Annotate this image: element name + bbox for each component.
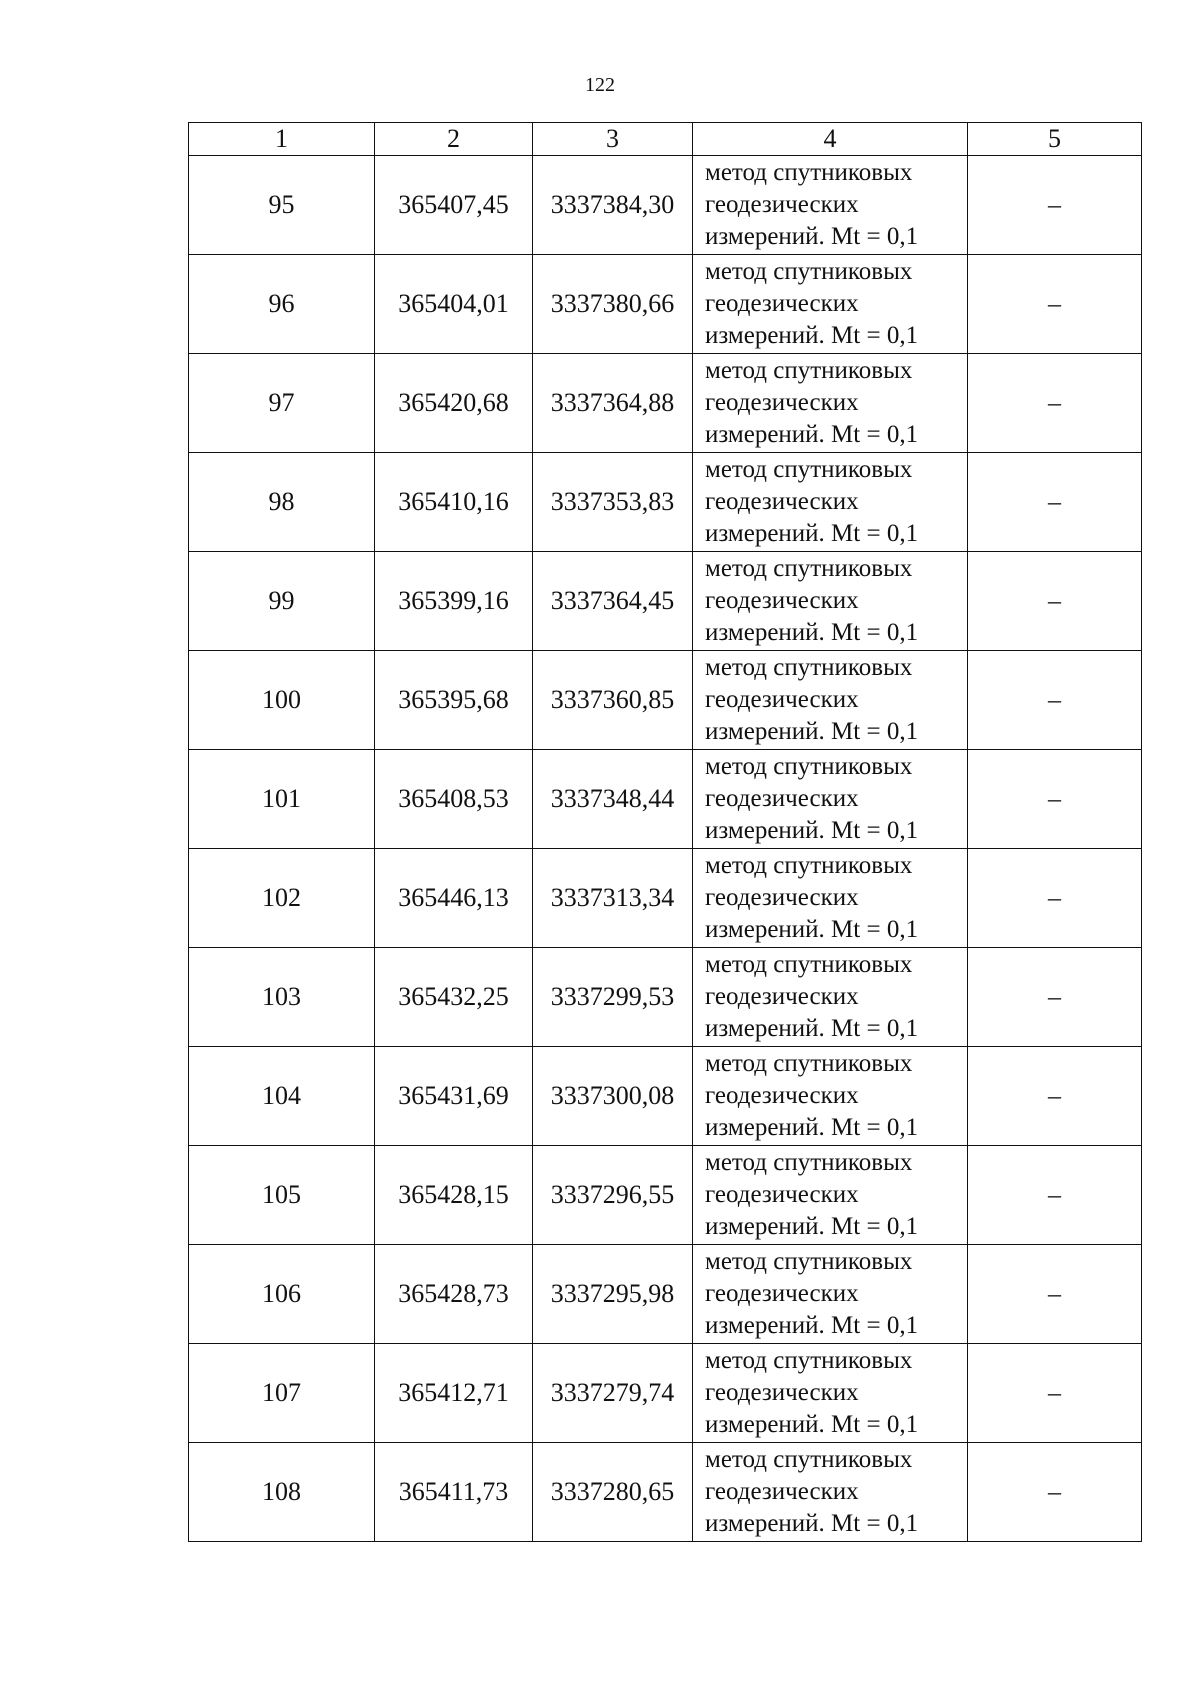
method-cell xyxy=(693,156,968,255)
note-cell: – xyxy=(968,1047,1142,1146)
method-line: измерений. Mt = 0,1 xyxy=(705,322,919,349)
table-row xyxy=(189,1443,1142,1542)
method-line: измерений. Mt = 0,1 xyxy=(705,421,919,448)
header-col-3: 3 xyxy=(533,123,693,156)
table-row xyxy=(189,1344,1142,1443)
method-cell xyxy=(693,1245,968,1344)
method-line: геодезических xyxy=(705,290,859,317)
table-row xyxy=(189,1146,1142,1245)
method-cell xyxy=(693,255,968,354)
table-row xyxy=(189,354,1142,453)
x-coordinate-cell: 365411,73 xyxy=(375,1443,533,1542)
method-line: геодезических xyxy=(705,1082,859,1109)
x-coordinate-cell: 365431,69 xyxy=(375,1047,533,1146)
method-cell xyxy=(693,1047,968,1146)
point-number-cell: 100 xyxy=(189,651,375,750)
method-line: метод спутниковых xyxy=(705,654,913,681)
point-number-cell: 105 xyxy=(189,1146,375,1245)
table-row xyxy=(189,1245,1142,1344)
point-number-cell: 102 xyxy=(189,849,375,948)
y-coordinate-cell: 3337299,53 xyxy=(533,948,693,1047)
y-coordinate-cell: 3337384,30 xyxy=(533,156,693,255)
y-coordinate-cell: 3337360,85 xyxy=(533,651,693,750)
x-coordinate-cell: 365428,15 xyxy=(375,1146,533,1245)
method-line: геодезических xyxy=(705,1181,859,1208)
point-number-cell: 103 xyxy=(189,948,375,1047)
point-number-cell: 95 xyxy=(189,156,375,255)
y-coordinate-cell: 3337348,44 xyxy=(533,750,693,849)
method-line: измерений. Mt = 0,1 xyxy=(705,1411,919,1438)
point-number-cell: 98 xyxy=(189,453,375,552)
table-row xyxy=(189,1047,1142,1146)
y-coordinate-cell: 3337364,45 xyxy=(533,552,693,651)
y-coordinate-cell: 3337364,88 xyxy=(533,354,693,453)
table-row xyxy=(189,453,1142,552)
method-line: метод спутниковых xyxy=(705,258,913,285)
y-coordinate-cell: 3337295,98 xyxy=(533,1245,693,1344)
method-cell xyxy=(693,849,968,948)
method-line: измерений. Mt = 0,1 xyxy=(705,916,919,943)
table-header xyxy=(189,123,1142,156)
method-line: геодезических xyxy=(705,686,859,713)
x-coordinate-cell: 365395,68 xyxy=(375,651,533,750)
method-line: метод спутниковых xyxy=(705,555,913,582)
table-row xyxy=(189,849,1142,948)
method-line: геодезических xyxy=(705,389,859,416)
method-line: геодезических xyxy=(705,983,859,1010)
method-line: измерений. Mt = 0,1 xyxy=(705,1213,919,1240)
method-line: геодезических xyxy=(705,191,859,218)
header-col-5: 5 xyxy=(968,123,1142,156)
method-line: измерений. Mt = 0,1 xyxy=(705,817,919,844)
method-line: геодезических xyxy=(705,884,859,911)
note-cell: – xyxy=(968,651,1142,750)
method-line: измерений. Mt = 0,1 xyxy=(705,1114,919,1141)
method-line: метод спутниковых xyxy=(705,753,913,780)
method-cell xyxy=(693,1146,968,1245)
x-coordinate-cell: 365432,25 xyxy=(375,948,533,1047)
note-cell: – xyxy=(968,849,1142,948)
method-line: метод спутниковых xyxy=(705,159,913,186)
method-cell xyxy=(693,750,968,849)
y-coordinate-cell: 3337300,08 xyxy=(533,1047,693,1146)
table-row xyxy=(189,948,1142,1047)
x-coordinate-cell: 365446,13 xyxy=(375,849,533,948)
x-coordinate-cell: 365404,01 xyxy=(375,255,533,354)
method-cell xyxy=(693,453,968,552)
point-number-cell: 107 xyxy=(189,1344,375,1443)
x-coordinate-cell: 365408,53 xyxy=(375,750,533,849)
method-line: метод спутниковых xyxy=(705,1050,913,1077)
x-coordinate-cell: 365412,71 xyxy=(375,1344,533,1443)
method-cell xyxy=(693,552,968,651)
x-coordinate-cell: 365407,45 xyxy=(375,156,533,255)
note-cell: – xyxy=(968,255,1142,354)
note-cell: – xyxy=(968,1443,1142,1542)
table-row xyxy=(189,156,1142,255)
method-line: измерений. Mt = 0,1 xyxy=(705,223,919,250)
method-line: метод спутниковых xyxy=(705,1446,913,1473)
point-number-cell: 108 xyxy=(189,1443,375,1542)
note-cell: – xyxy=(968,453,1142,552)
note-cell: – xyxy=(968,1245,1142,1344)
table-row xyxy=(189,552,1142,651)
point-number-cell: 97 xyxy=(189,354,375,453)
x-coordinate-cell: 365428,73 xyxy=(375,1245,533,1344)
coordinates-table xyxy=(188,122,1142,1542)
y-coordinate-cell: 3337313,34 xyxy=(533,849,693,948)
method-line: метод спутниковых xyxy=(705,357,913,384)
point-number-cell: 104 xyxy=(189,1047,375,1146)
x-coordinate-cell: 365410,16 xyxy=(375,453,533,552)
method-line: метод спутниковых xyxy=(705,852,913,879)
method-line: измерений. Mt = 0,1 xyxy=(705,1510,919,1537)
method-line: метод спутниковых xyxy=(705,1248,913,1275)
point-number-cell: 101 xyxy=(189,750,375,849)
note-cell: – xyxy=(968,1344,1142,1443)
table-row xyxy=(189,255,1142,354)
header-row xyxy=(189,123,1142,156)
method-cell xyxy=(693,1443,968,1542)
method-cell xyxy=(693,1344,968,1443)
note-cell: – xyxy=(968,750,1142,849)
method-cell xyxy=(693,354,968,453)
y-coordinate-cell: 3337280,65 xyxy=(533,1443,693,1542)
method-line: геодезических xyxy=(705,785,859,812)
note-cell: – xyxy=(968,948,1142,1047)
y-coordinate-cell: 3337296,55 xyxy=(533,1146,693,1245)
method-line: измерений. Mt = 0,1 xyxy=(705,520,919,547)
page-number: 122 xyxy=(585,74,615,96)
method-line: метод спутниковых xyxy=(705,951,913,978)
method-line: геодезических xyxy=(705,1379,859,1406)
table-body xyxy=(189,156,1142,1542)
point-number-cell: 99 xyxy=(189,552,375,651)
method-line: метод спутниковых xyxy=(705,456,913,483)
method-line: измерений. Mt = 0,1 xyxy=(705,619,919,646)
method-line: измерений. Mt = 0,1 xyxy=(705,1015,919,1042)
method-line: измерений. Mt = 0,1 xyxy=(705,718,919,745)
header-col-2: 2 xyxy=(375,123,533,156)
method-line: метод спутниковых xyxy=(705,1347,913,1374)
method-cell xyxy=(693,651,968,750)
note-cell: – xyxy=(968,354,1142,453)
method-line: геодезических xyxy=(705,1280,859,1307)
method-cell xyxy=(693,948,968,1047)
y-coordinate-cell: 3337279,74 xyxy=(533,1344,693,1443)
method-line: измерений. Mt = 0,1 xyxy=(705,1312,919,1339)
method-line: геодезических xyxy=(705,1478,859,1505)
note-cell: – xyxy=(968,156,1142,255)
method-line: геодезических xyxy=(705,587,859,614)
x-coordinate-cell: 365399,16 xyxy=(375,552,533,651)
method-line: метод спутниковых xyxy=(705,1149,913,1176)
header-col-1: 1 xyxy=(189,123,375,156)
table-row xyxy=(189,750,1142,849)
note-cell: – xyxy=(968,1146,1142,1245)
table-row xyxy=(189,651,1142,750)
x-coordinate-cell: 365420,68 xyxy=(375,354,533,453)
method-line: геодезических xyxy=(705,488,859,515)
point-number-cell: 106 xyxy=(189,1245,375,1344)
point-number-cell: 96 xyxy=(189,255,375,354)
note-cell: – xyxy=(968,552,1142,651)
y-coordinate-cell: 3337380,66 xyxy=(533,255,693,354)
header-col-4: 4 xyxy=(693,123,968,156)
y-coordinate-cell: 3337353,83 xyxy=(533,453,693,552)
